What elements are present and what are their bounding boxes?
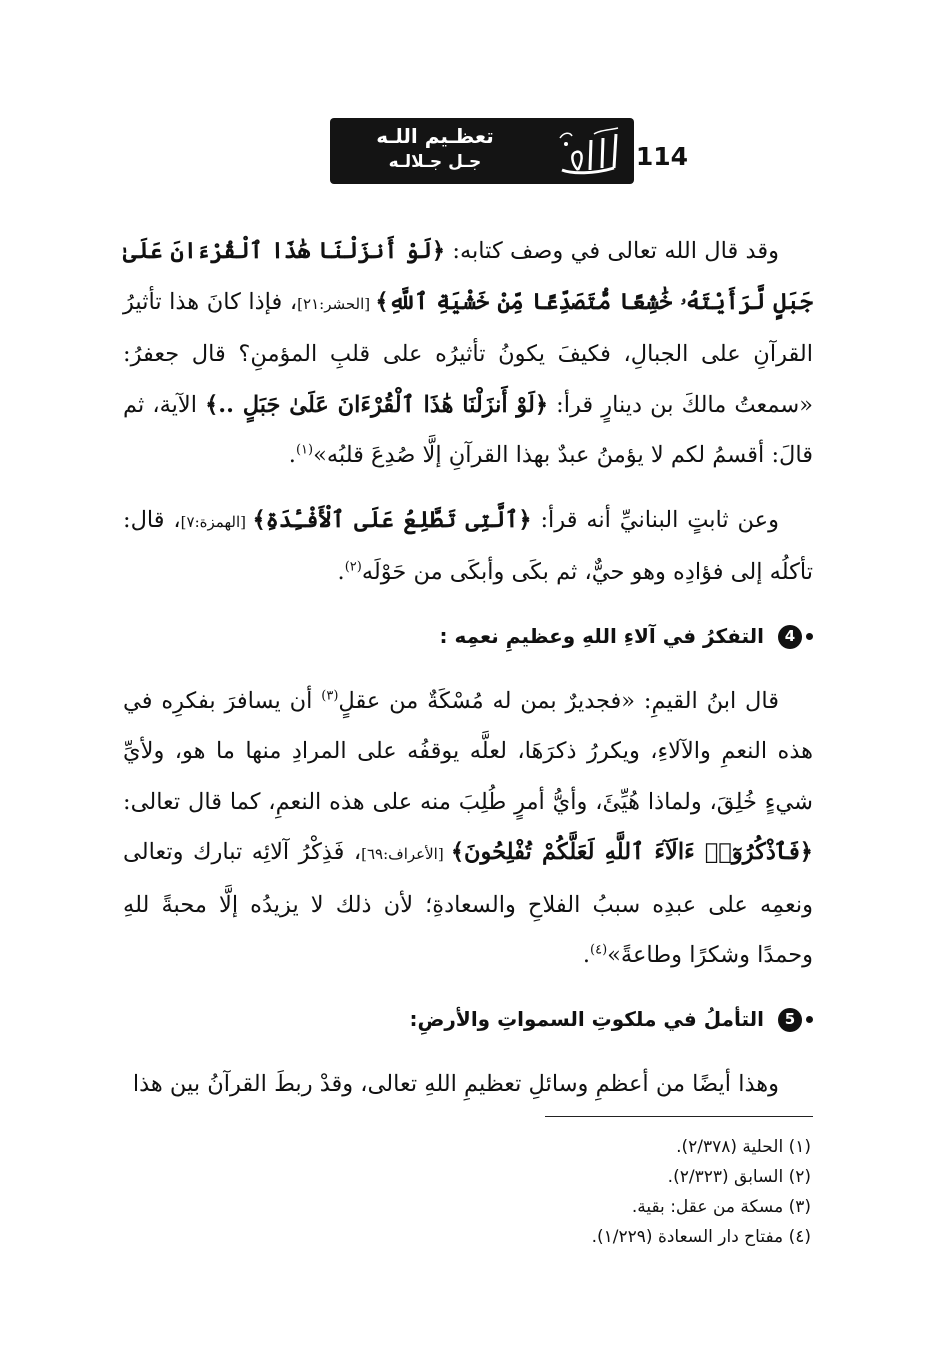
quran-verse: ﴿فَٱذْكُرُوٓا۟ ءَالَآءَ ٱللَّهِ لَعَلَّكُمْ تُفْلِحُونَ﴾ <box>450 839 813 865</box>
section-number-badge: 5 <box>778 1008 802 1032</box>
book-title-line-2: جـل جـلالـه <box>388 152 482 172</box>
text-run: . <box>288 442 296 468</box>
verse-reference: [الأعراف:٦٩] <box>361 845 451 863</box>
text-run: . <box>337 559 345 585</box>
footnote-2: (٢) السابق (٢/٣٢٣). <box>667 1167 811 1187</box>
bullet-icon <box>806 633 813 640</box>
verse-reference: [الحشر:٢١] <box>297 294 376 313</box>
text-run: وهذا أيضًا من أعظمِ وسائلِ تعظيمِ اللهِ تعالى، وقدْ ربطَ القرآنُ بين هذا <box>132 1070 779 1097</box>
bullet-icon <box>806 1016 813 1023</box>
quran-verse: ﴿ٱلَّتِى تَطَّلِعُ عَلَى ٱلْأَفْـِٔدَةِ﴾ <box>252 506 532 533</box>
text-run: وقد قال الله تعالى في وصف كتابه: <box>445 238 779 264</box>
footnotes <box>411 1132 811 1252</box>
footnote-divider <box>545 1116 813 1117</box>
section-number-badge: 4 <box>778 625 802 649</box>
calligraphy-drawing <box>554 124 628 178</box>
footnote-marker[interactable]: (٣) <box>321 688 339 703</box>
page-body <box>123 226 813 1109</box>
text-run: أن يسافرَ بفكرِه في هذه النعمِ والآلاءِ، ويكررُ ذكرَهَا، لعلَّه يوقفُه على المرادِ منها ما هو، ولأيِّ شيءٍ خُلِقَ، ولماذا هُيِّئَ، وأيُّ أمرٍ طُلِبَ منه على هذه النعمِ، كما قال تعالى: <box>123 687 813 815</box>
quran-verse: ﴿لَوْ أَنزَلْنَا هَٰذَا ٱلْقُرْءَانَ عَلَىٰ جَبَلٍ ..﴾ <box>205 391 549 418</box>
book-title-line-1: تعظـيم اللـه <box>376 124 494 148</box>
text-run: ، قال: تأكلُه إلى فؤادِه وهو حيٌّ، ثم بكَى وأبكَى من حَوْلَه <box>123 506 813 585</box>
paragraph-2 <box>123 495 813 598</box>
section-heading-5 <box>123 995 813 1045</box>
footnote-4: (٤) مفتاح دار السعادة (١/٢٢٩). <box>591 1227 811 1247</box>
text-run: ، فَذِكْرُ آلائِه تبارك وتعالى ونعمِه على عبدِه سببُ الفلاحِ والسعادةِ؛ لأن ذلك لا يزيدُه إلَّا محبةً للهِ وحمدًا وشكرًا وطاعةً» <box>123 839 813 968</box>
footnote-1: (١) الحلية (٢/٣٧٨). <box>676 1137 811 1157</box>
quran-verse: ﴿لَوْ أَنزَلْنَا هَٰذَا ٱلْقُرْءَانَ عَلَىٰ جَبَلٍ لَّرَأَيْتَهُۥ خَٰشِعًا مُّتَصَدِّعًا مِّنْ خَشْيَةِ ٱللَّهِ﴾ <box>123 238 813 315</box>
text-run: قال ابنُ القيمِ: «فجديرٌ بمن له مُسْكَةٌ من عقلٍ <box>338 687 780 714</box>
section-heading-4 <box>123 612 813 662</box>
allah-calligraphy-icon <box>554 124 628 178</box>
text-run: وعن ثابتٍ البنانيِّ أنه قرأ: <box>531 506 779 533</box>
page-number: 114 <box>635 142 688 171</box>
section-title: التفكرُ في آلاءِ اللهِ وعظيمِ نعمِه : <box>439 624 764 649</box>
header-banner <box>330 118 634 184</box>
text-run: . <box>582 942 591 968</box>
footnote-3: (٣) مسكة من عقل: بقية. <box>631 1197 811 1217</box>
verse-reference: [الهمزة:٧] <box>180 512 253 531</box>
running-header <box>334 118 694 186</box>
text-run: الآية، ثم قالَ: أقسمُ لكم لا يؤمنُ عبدٌ بهذا القرآنِ إلَّا صُدِعَ قلبُه» <box>123 391 813 468</box>
paragraph-1 <box>123 226 813 481</box>
footnote-marker[interactable]: (١) <box>295 442 314 458</box>
footnote-marker[interactable]: (٢) <box>344 559 362 575</box>
footnote-marker[interactable]: (٤) <box>590 942 608 958</box>
text-run: ، فإذا كانَ هذا تأثيرُ القرآنِ على الجبالِ، فكيفَ يكونُ تأثيرُه على قلبِ المؤمنِ؟ قال جعفرُ: «سمعتُ مالكَ بن دينارٍ قرأ: <box>123 288 813 418</box>
paragraph-4 <box>123 1059 813 1110</box>
section-title: التأملُ في ملكوتِ السمواتِ والأرضِ: <box>409 1007 764 1032</box>
paragraph-3 <box>123 676 813 981</box>
